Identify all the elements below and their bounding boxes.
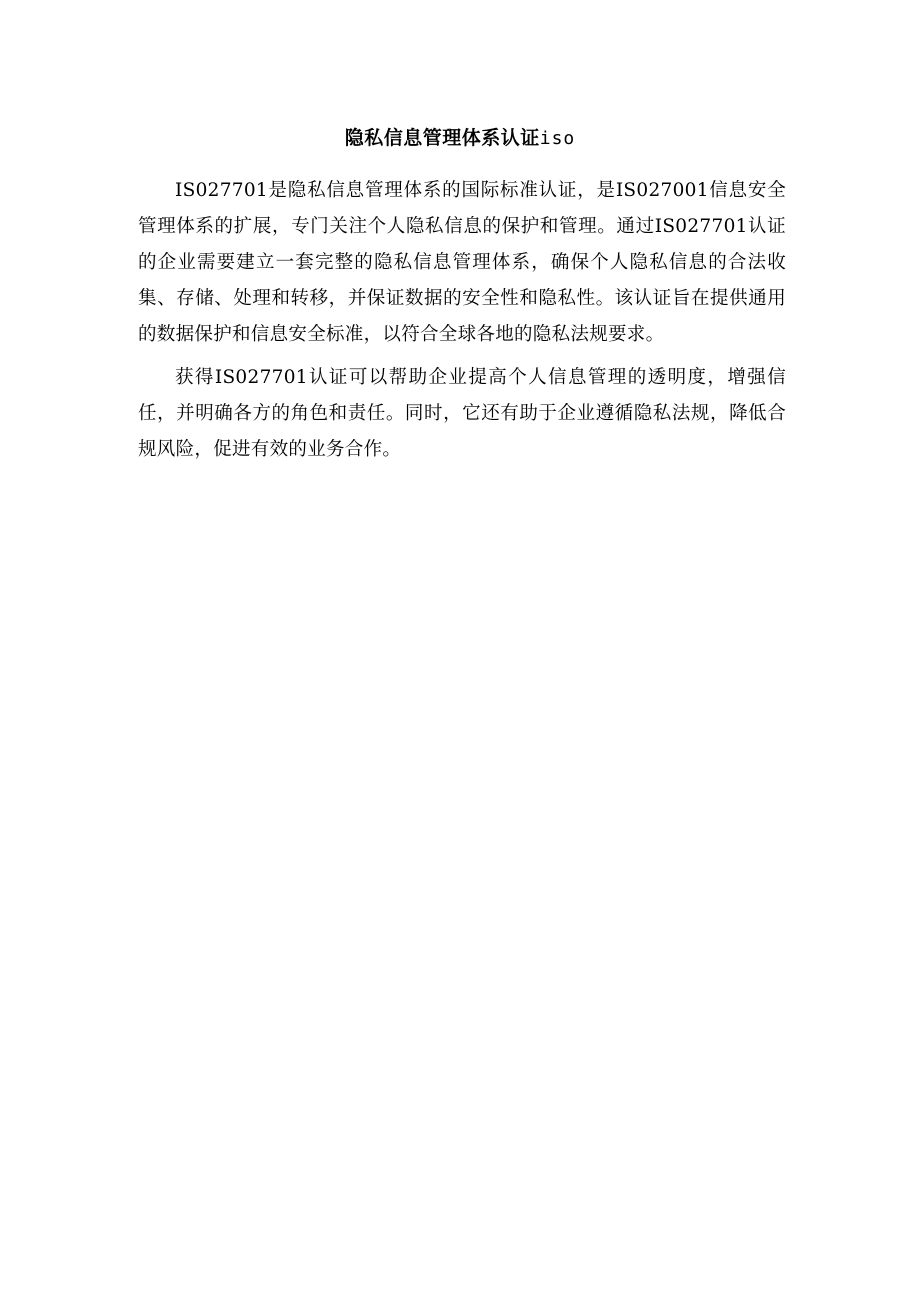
document-title-main: 隐私信息管理体系认证: [344, 127, 540, 149]
paragraph-intro: IS027701是隐私信息管理体系的国际标准认证，是IS027001信息安全管理体系的扩展，专门关注个人隐私信息的保护和管理。通过IS027701认证的企业需要建立一套完整的隐私信息管理体系，确保个人隐私信息的合法收集、存储、处理和转移，并保证数据的安全性和隐私性。该认证旨在提供通用的数据保护和信息安全标准，以符合全球各地的隐私法规要求。: [138, 180, 786, 345]
paragraph-benefits: 获得IS027701认证可以帮助企业提高个人信息管理的透明度，增强信任，并明确各方的角色和责任。同时，它还有助于企业遵循隐私法规，降低合规风险，促进有效的业务合作。: [138, 367, 786, 460]
document-body: [138, 173, 786, 468]
document-title-suffix: iso: [539, 128, 576, 149]
document-title: [0, 124, 920, 153]
